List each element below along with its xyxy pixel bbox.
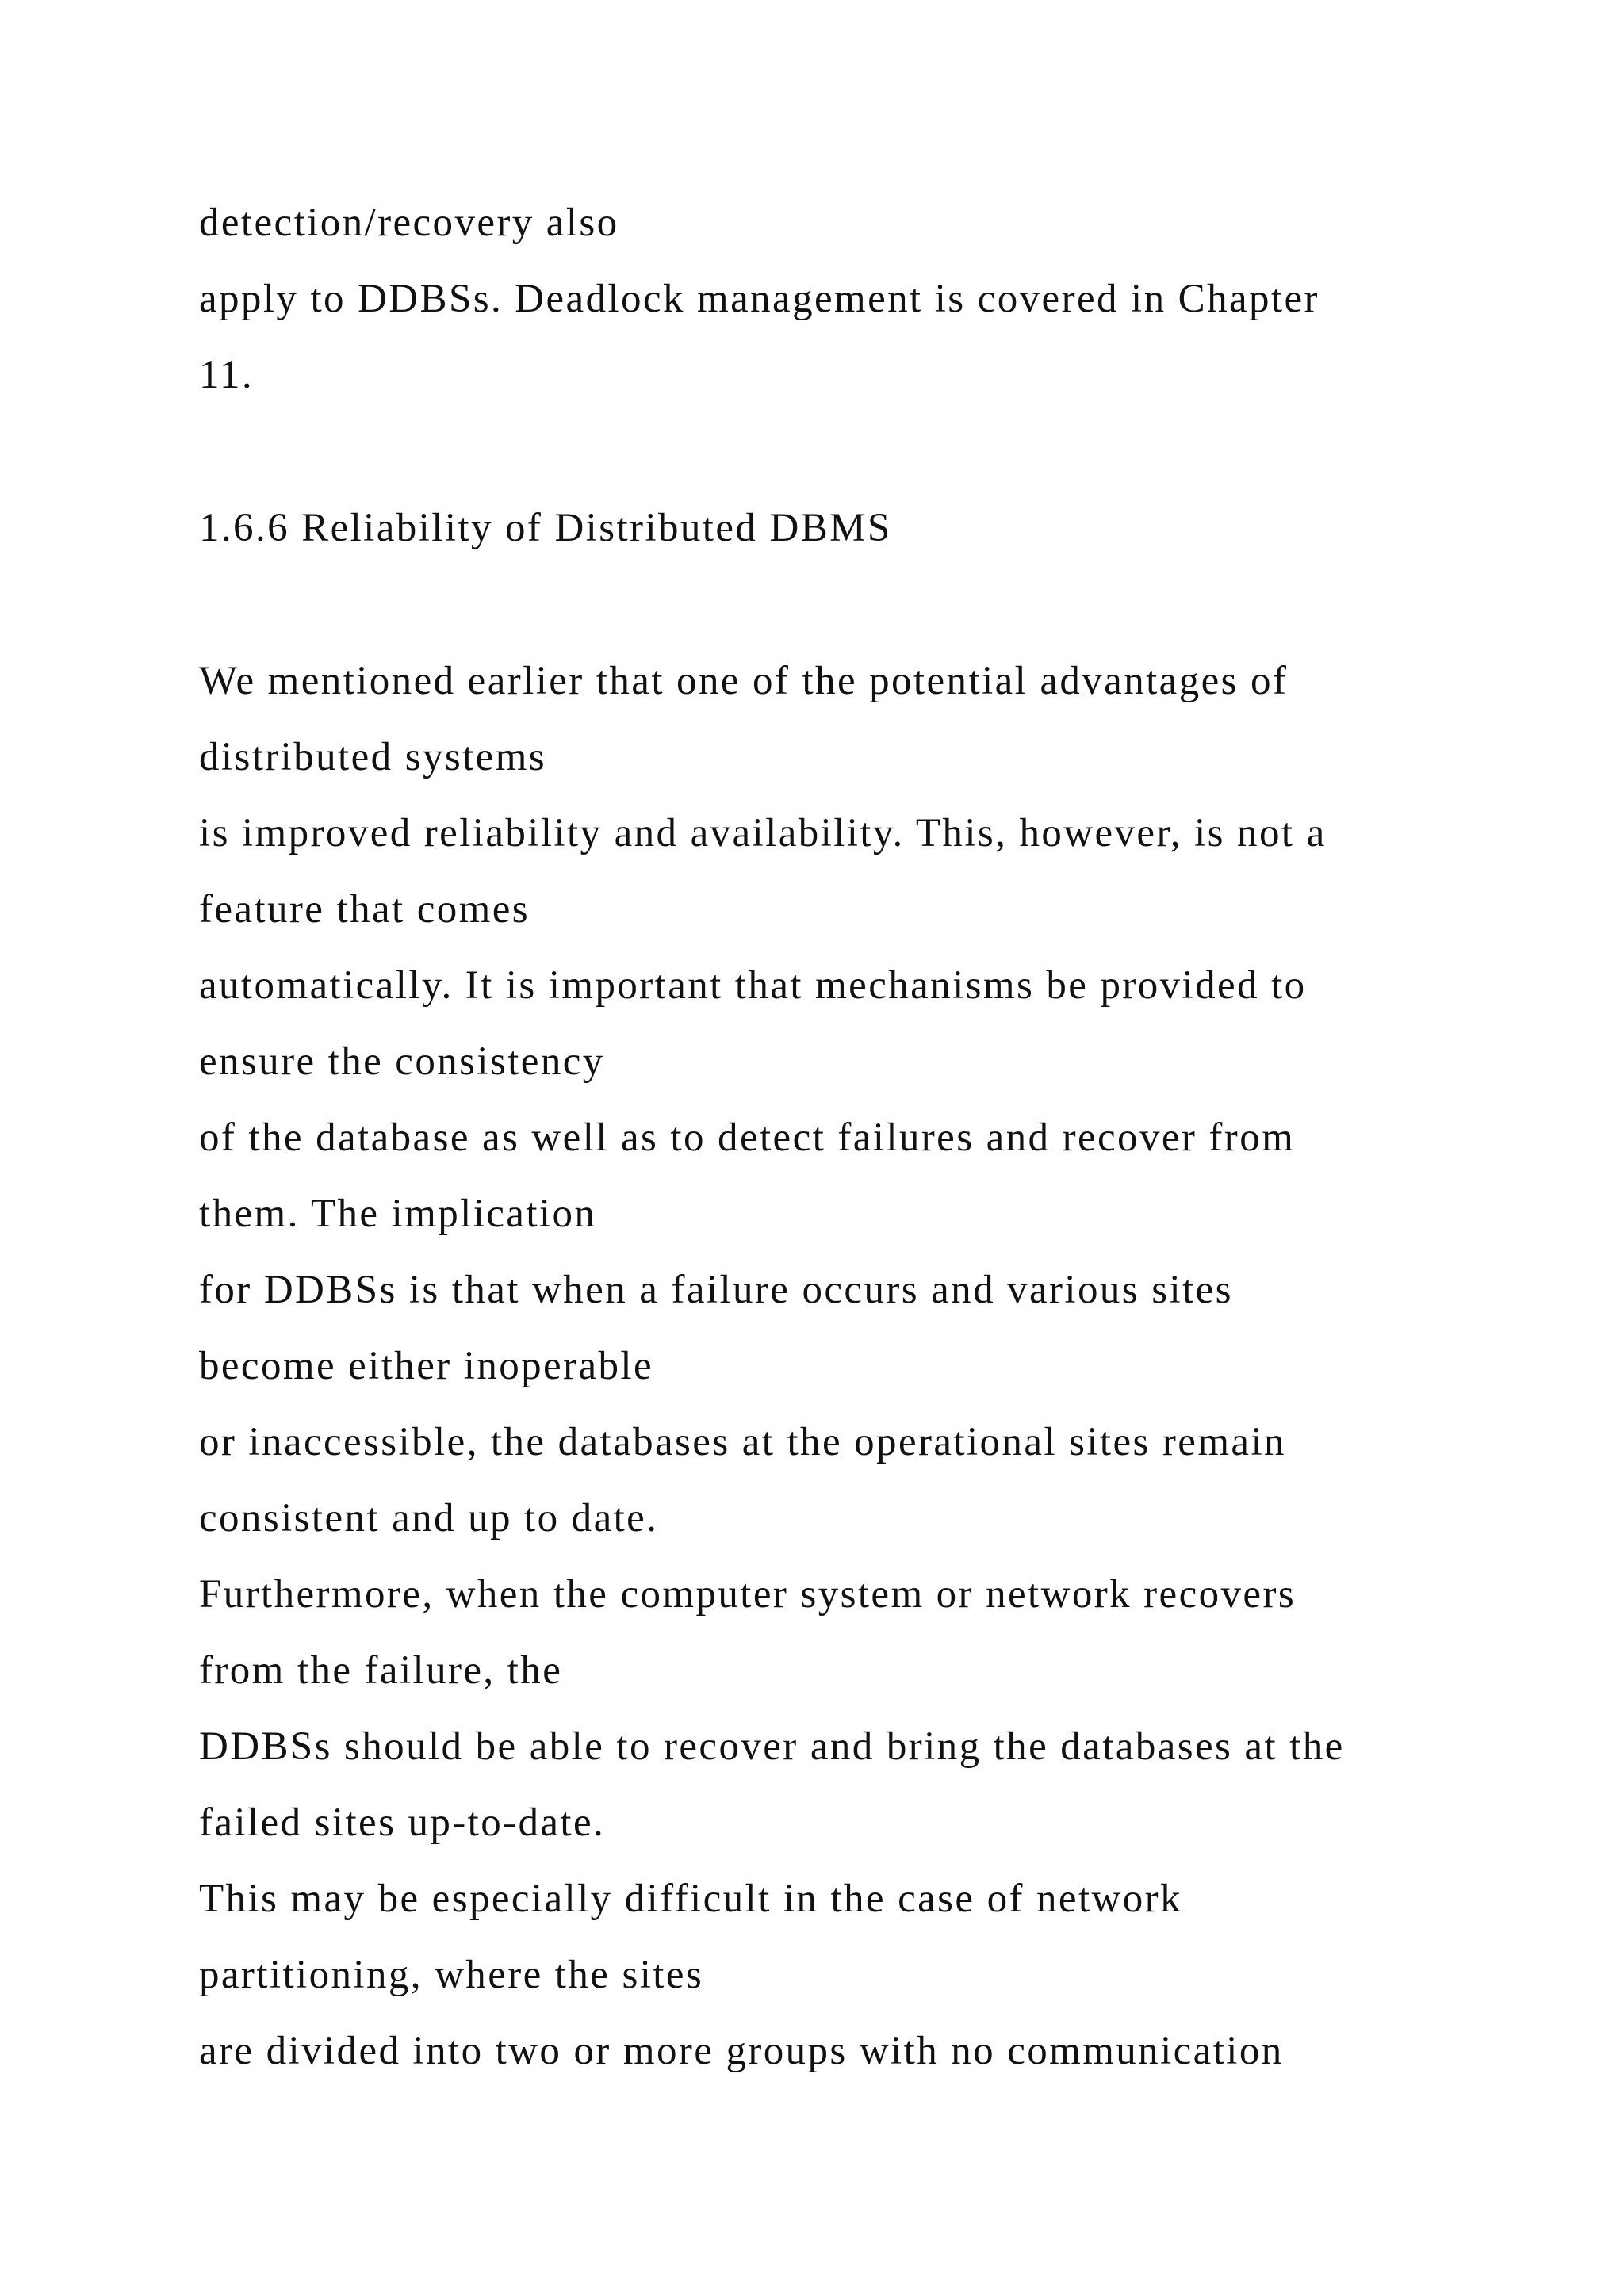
text-line: 11. (199, 353, 255, 397)
text-line: of the database as well as to detect failures and recover from (199, 1115, 1296, 1160)
section-heading: 1.6.6 Reliability of Distributed DBMS (199, 506, 892, 550)
text-line: detection/recovery also (199, 201, 619, 245)
text-line: distributed systems (199, 735, 547, 779)
text-line: or inaccessible, the databases at the operational sites remain (199, 1420, 1286, 1464)
text-line: is improved reliability and availability. This, however, is not a (199, 811, 1327, 855)
text-line: We mentioned earlier that one of the potential advantages of (199, 659, 1289, 703)
text-line: consistent and up to date. (199, 1496, 659, 1540)
text-line: Furthermore, when the computer system or network recovers (199, 1572, 1297, 1617)
text-line: This may be especially difficult in the case of network (199, 1877, 1182, 1921)
text-line: failed sites up-to-date. (199, 1800, 606, 1845)
text-line: automatically. It is important that mechanisms be provided to (199, 963, 1307, 1008)
text-line: for DDBSs is that when a failure occurs and various sites (199, 1268, 1233, 1312)
text-line: DDBSs should be able to recover and bring the databases at the (199, 1724, 1345, 1769)
text-line: are divided into two or more groups with no communication (199, 2029, 1284, 2073)
text-line: ensure the consistency (199, 1039, 605, 1084)
text-line: partitioning, where the sites (199, 1953, 704, 1997)
text-line: become either inoperable (199, 1344, 654, 1388)
text-line: feature that comes (199, 887, 530, 932)
text-line: from the failure, the (199, 1648, 563, 1693)
text-line: them. The implication (199, 1192, 597, 1236)
text-line: apply to DDBSs. Deadlock management is covered in Chapter (199, 277, 1320, 321)
